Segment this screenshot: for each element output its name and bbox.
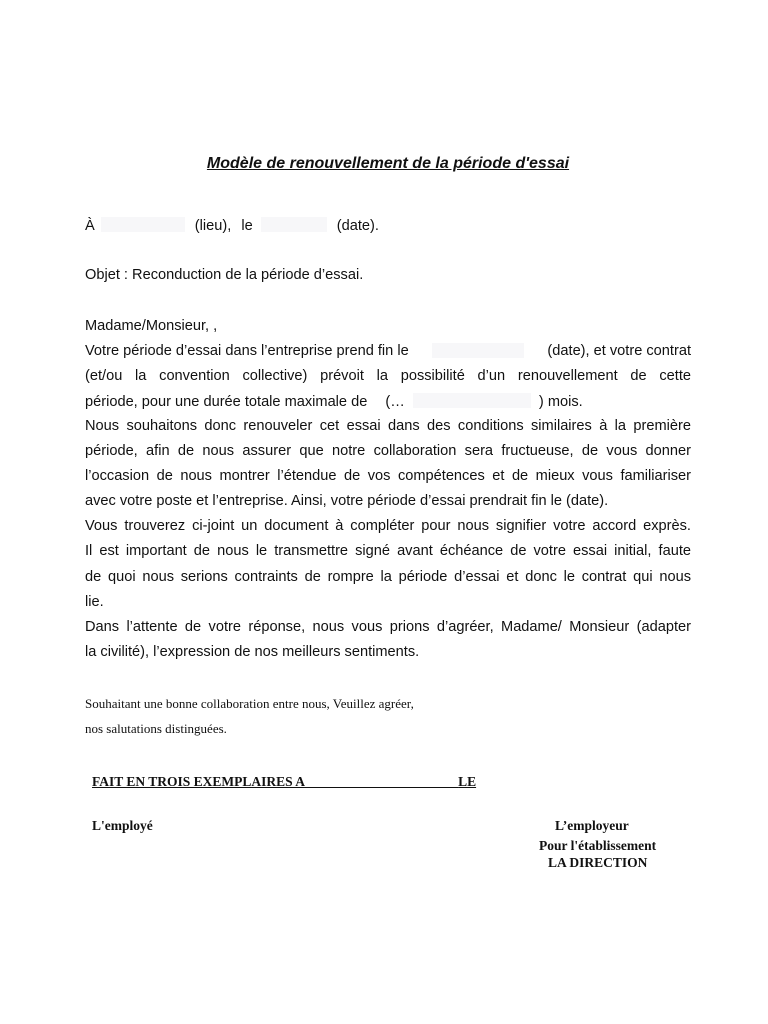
place-blank	[101, 217, 185, 232]
objet-line: Objet : Reconduction de la période d’essai.	[85, 267, 364, 283]
fait-line	[92, 773, 476, 790]
body-line-10: de quoi nous serions contraints de rompre la période d’essai et donc le contrat qui nous	[85, 569, 691, 585]
duration-close: ) mois.	[538, 394, 583, 410]
document-title: Modèle de renouvellement de la période d'essai	[206, 155, 570, 172]
salutation: Madame/Monsieur, ,	[85, 318, 218, 334]
duration-open: (…	[385, 394, 405, 410]
body-line-5: période, afin de nous assurer que notre collaboration sera fructueuse, de vous donner	[85, 443, 691, 459]
body-line-12: Dans l’attente de votre réponse, nous vous prions d’agréer, Madame/ Monsieur (adapter	[85, 619, 691, 635]
body-line-9: Il est important de nous le transmettre signé avant échéance de votre essai initial, faute	[85, 543, 691, 559]
closing-line-2: nos salutations distinguées.	[85, 721, 227, 736]
date-prefix: le	[241, 218, 253, 234]
body-line-1-end: (date), et votre contrat	[547, 343, 691, 359]
date-label: (date).	[336, 218, 379, 234]
body-line-6: l’occasion de nous montrer l’étendue de vos compétences et de mieux vous familiariser	[85, 468, 691, 484]
body-line-7: avec votre poste et l’entreprise. Ainsi, votre période d’essai prendrait fin le (date).	[85, 493, 609, 509]
body-line-1	[85, 343, 691, 359]
employer-signature-label: L’employeur	[555, 818, 629, 833]
body-line-4: Nous souhaitons donc renouveler cet essai dans des conditions similaires à la première	[85, 418, 691, 434]
fait-place-line	[305, 773, 458, 788]
employer-direction-label: LA DIRECTION	[548, 855, 648, 870]
body-line-3	[85, 393, 583, 410]
employee-signature-label: L'employé	[92, 818, 153, 833]
body-line-13: la civilité), l’expression de nos meilleurs sentiments.	[85, 644, 420, 660]
duration-blank	[413, 393, 531, 408]
body-line-8: Vous trouverez ci-joint un document à compléter pour nous signifier votre accord exprès.	[85, 518, 691, 534]
date-blank	[261, 217, 327, 232]
body-line-3-start: période, pour une durée totale maximale de	[85, 394, 368, 410]
place-prefix: À	[85, 218, 95, 234]
employer-establishment-label: Pour l'établissement	[539, 838, 657, 853]
body-line-1-start: Votre période d’essai dans l’entreprise prend fin le	[85, 343, 409, 359]
closing-line-1: Souhaitant une bonne collaboration entre nous, Veuillez agréer,	[85, 696, 414, 711]
fait-label: FAIT EN TROIS EXEMPLAIRES A	[92, 774, 306, 789]
place-label: (lieu),	[194, 218, 232, 234]
place-date-line	[85, 217, 379, 234]
body-line-2: (et/ou la convention collective) prévoit la possibilité d’un renouvellement de cette	[85, 368, 691, 384]
fait-le-label: LE	[458, 774, 477, 789]
end-date-blank	[432, 343, 524, 358]
body-line-11: lie.	[85, 594, 104, 610]
